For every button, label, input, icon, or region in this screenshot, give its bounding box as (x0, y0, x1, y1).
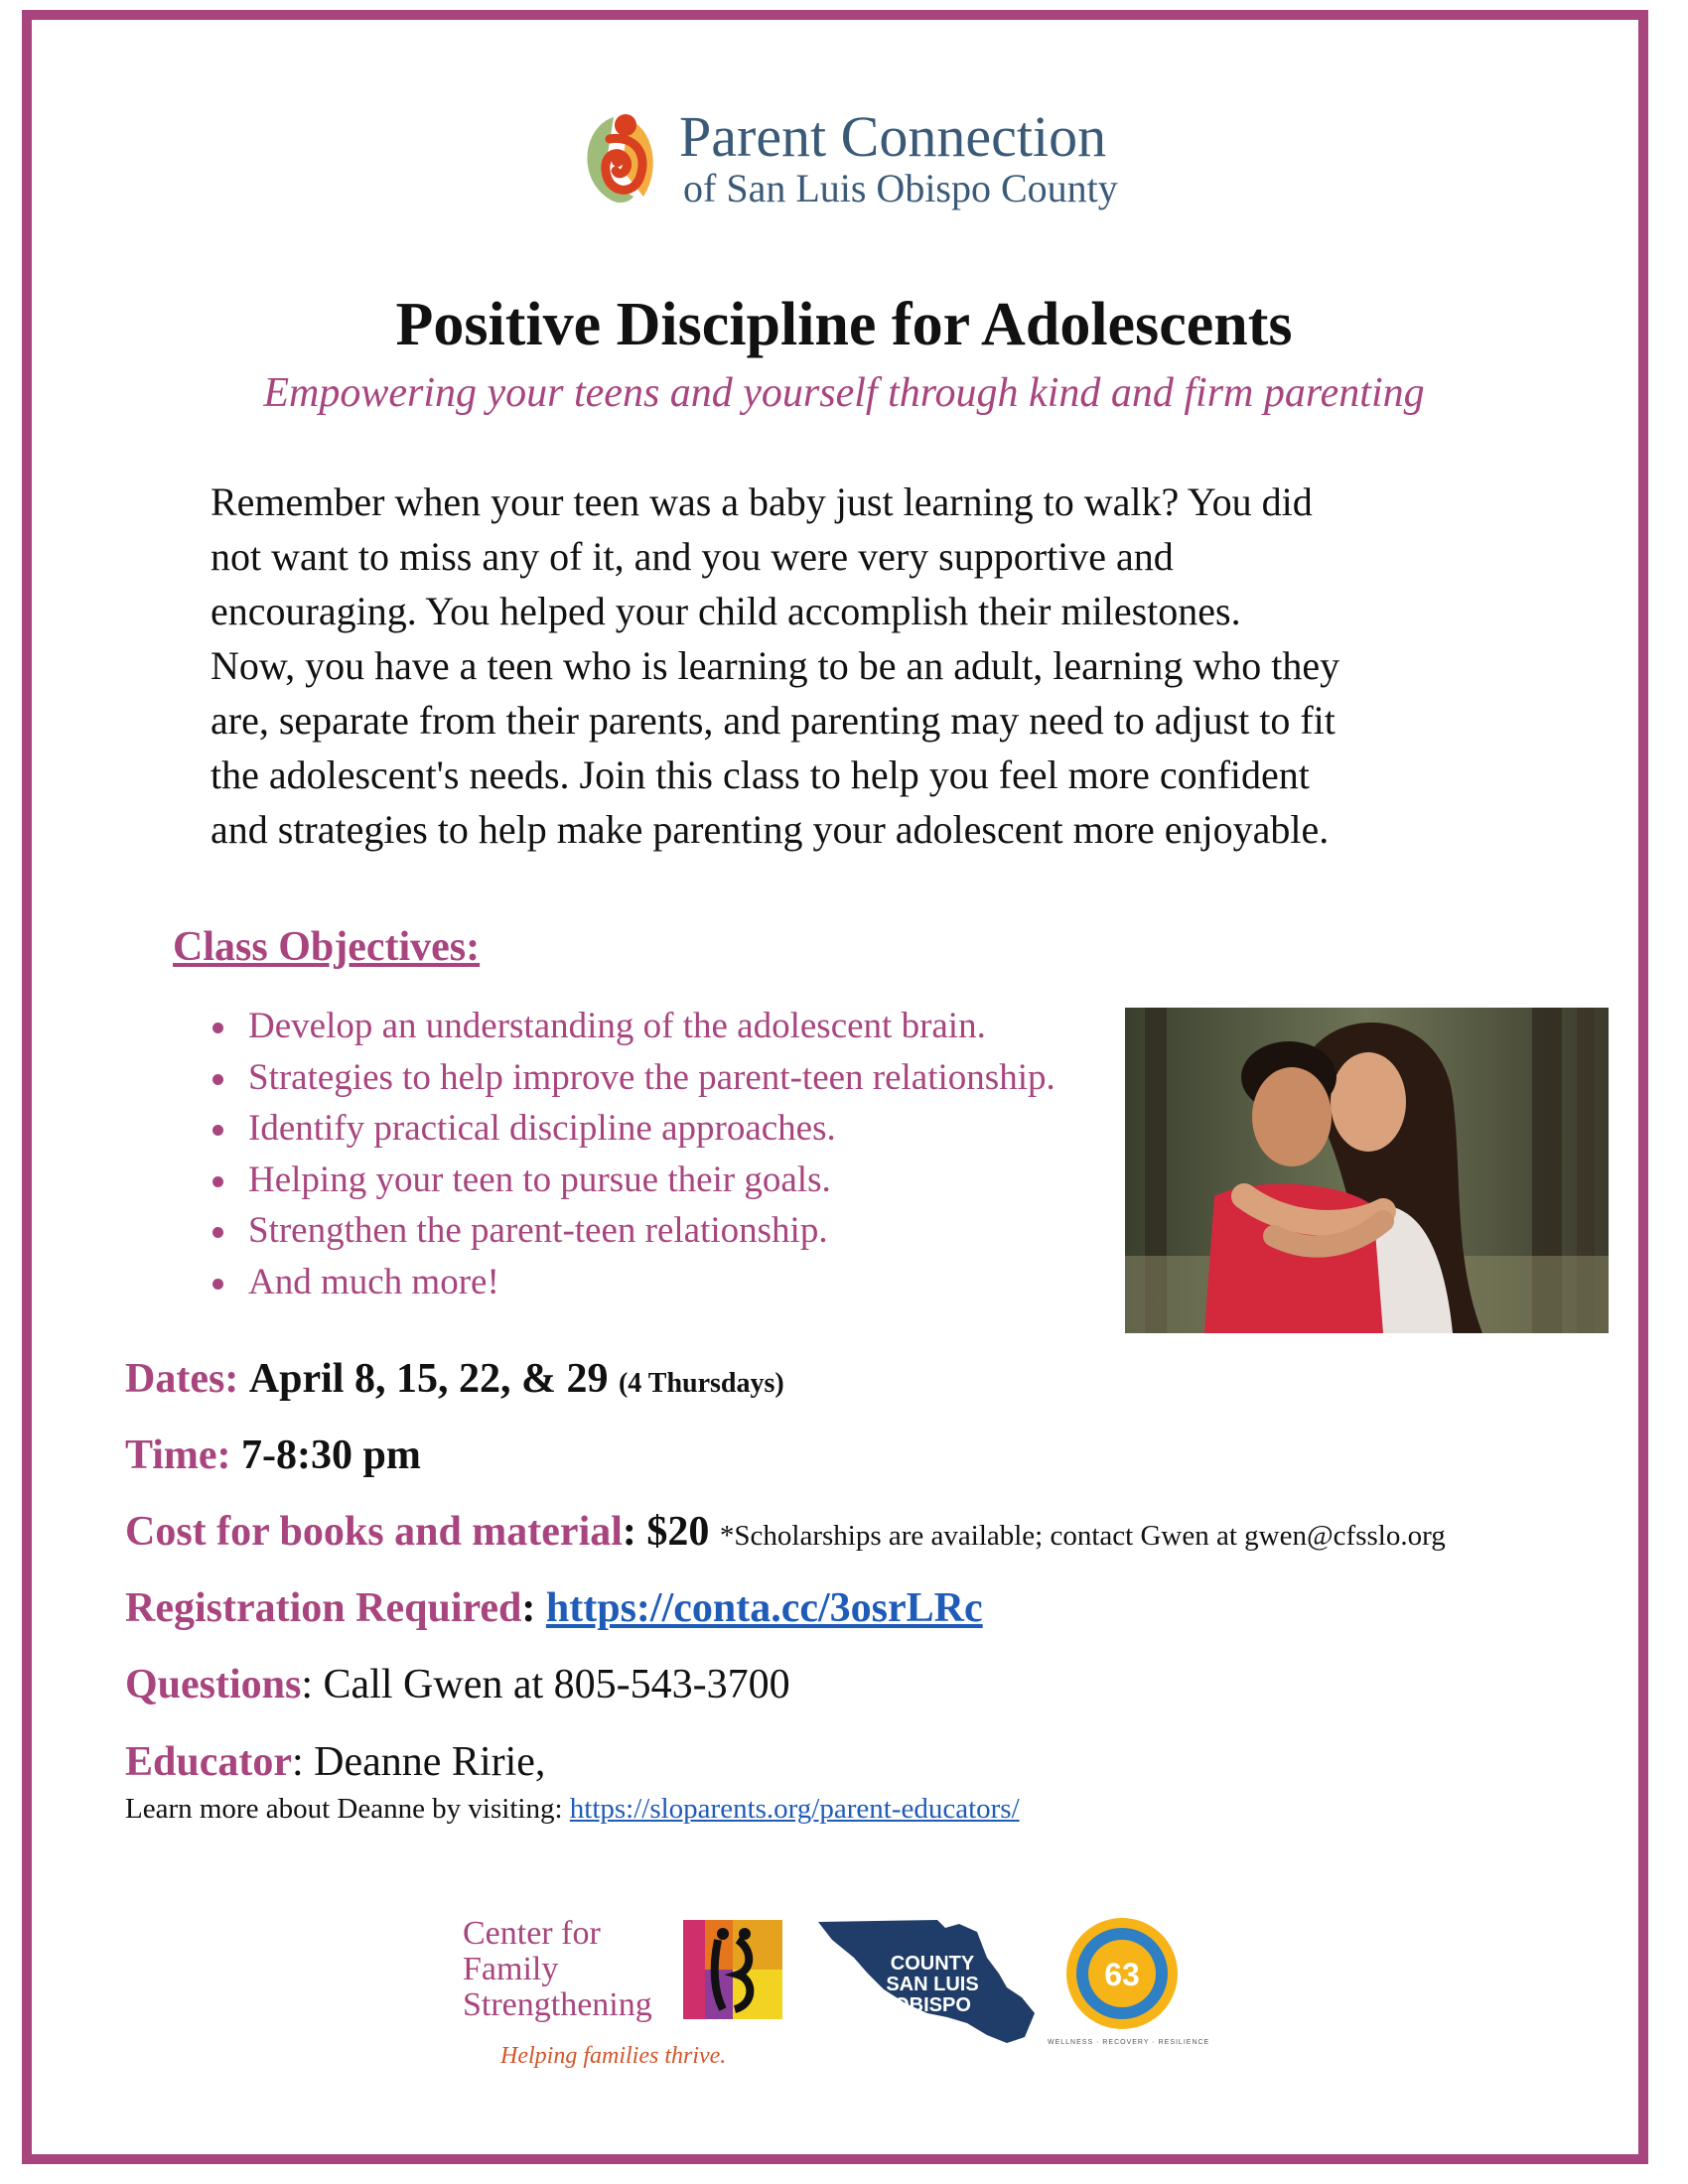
list-item (209, 1205, 1055, 1257)
questions-label: Questions (125, 1662, 302, 1707)
parent-educators-link[interactable]: https://sloparents.org/parent-educators/ (569, 1793, 1020, 1825)
cost-note: *Scholarships are available; contact Gwen at gwen@cfsslo.org (719, 1520, 1446, 1552)
list-item (209, 1001, 1055, 1052)
cost-line (125, 1508, 1446, 1556)
cost-value: $20 (646, 1509, 710, 1555)
svg-text:63: 63 (1104, 1957, 1140, 1992)
registration-colon: : (521, 1585, 536, 1631)
list-item (209, 1155, 1055, 1206)
page-title: Positive Discipline for Adolescents (395, 291, 1293, 358)
cffs-mark-icon (683, 1920, 782, 2019)
parent-teen-photo (1125, 1008, 1609, 1333)
learn-more-text: Learn more about Deanne by visiting: (125, 1793, 570, 1825)
objective-text: And much more! (248, 1261, 499, 1302)
questions-line (125, 1661, 790, 1708)
intro-line: Now, you have a teen who is learning to be an adult, learning who they (211, 643, 1340, 688)
parent-connection-logo (574, 104, 1118, 210)
dates-line (125, 1355, 784, 1403)
educator-line (125, 1738, 545, 1786)
objective-text: Strategies to help improve the parent-teen relationship. (248, 1056, 1055, 1098)
registration-line (125, 1584, 983, 1632)
intro-line: and strategies to help make parenting your adolescent more enjoyable. (211, 807, 1330, 852)
cffs-tagline: Helping families thrive. (500, 2043, 727, 2069)
mhsa-seal-icon (1048, 1914, 1196, 2038)
cffs-name (463, 1916, 652, 2023)
dates-value: April 8, 15, 22, & 29 (248, 1356, 609, 1402)
mhsa-logo (1048, 1914, 1210, 2046)
dates-label: Dates: (125, 1356, 239, 1402)
objectives-list (209, 1001, 1055, 1307)
county-line: COUNTY (890, 1953, 975, 1975)
objective-text: Strengthen the parent-teen relationship. (248, 1210, 828, 1251)
cost-colon: : (622, 1509, 636, 1555)
bullet-icon (212, 1176, 223, 1187)
county-line: SAN LUIS (886, 1974, 979, 1995)
intro-line: the adolescent's needs. Join this class to help you feel more confident (211, 752, 1310, 797)
intro-line: Remember when your teen was a baby just learning to walk? You did (211, 479, 1313, 524)
objective-text: Identify practical discipline approaches. (248, 1108, 836, 1149)
objectives-heading: Class Objectives: (173, 924, 481, 970)
cost-label: Cost for books and material (125, 1509, 623, 1555)
mhsa-tagline: WELLNESS · RECOVERY · RESILIENCE (1048, 2039, 1210, 2046)
page-subtitle: Empowering your teens and yourself through kind and firm parenting (263, 370, 1425, 416)
registration-link[interactable]: https://conta.cc/3osrLRc (545, 1585, 983, 1631)
intro-line: are, separate from their parents, and parenting may need to adjust to fit (211, 698, 1336, 743)
cffs-line: Family (463, 1951, 559, 1987)
learn-more-line (125, 1793, 1020, 1826)
registration-label: Registration Required (125, 1585, 522, 1631)
intro-line: not want to miss any of it, and you were very supportive and (211, 534, 1174, 579)
time-value: 7-8:30 pm (241, 1433, 421, 1478)
parent-connection-logo-icon (574, 109, 663, 208)
cffs-line: Center for (463, 1915, 601, 1952)
county-slo-logo (818, 1918, 1047, 2052)
bullet-icon (212, 1023, 223, 1033)
educator-value: : Deanne Ririe, (292, 1739, 546, 1785)
bullet-icon (212, 1125, 223, 1136)
bullet-icon (212, 1074, 223, 1085)
cffs-line: Strengthening (463, 1986, 652, 2023)
time-line (125, 1432, 421, 1479)
list-item (209, 1257, 1055, 1308)
county-text (818, 1954, 1047, 2016)
list-item (209, 1103, 1055, 1155)
educator-label: Educator (125, 1739, 292, 1785)
org-subtitle: of San Luis Obispo County (683, 166, 1118, 210)
objective-text: Develop an understanding of the adolescent brain. (248, 1006, 986, 1046)
org-name: Parent Connection (679, 104, 1107, 169)
list-item (209, 1052, 1055, 1104)
objective-text: Helping your teen to pursue their goals. (248, 1159, 831, 1200)
county-line: OBISPO (894, 1994, 971, 2016)
time-label: Time: (125, 1433, 231, 1478)
bullet-icon (212, 1227, 223, 1238)
intro-line: encouraging. You helped your child accomplish their milestones. (211, 589, 1241, 633)
dates-note: (4 Thursdays) (618, 1368, 784, 1399)
questions-value: : Call Gwen at 805-543-3700 (301, 1662, 790, 1707)
bullet-icon (212, 1279, 223, 1290)
intro-paragraph (211, 475, 1501, 857)
